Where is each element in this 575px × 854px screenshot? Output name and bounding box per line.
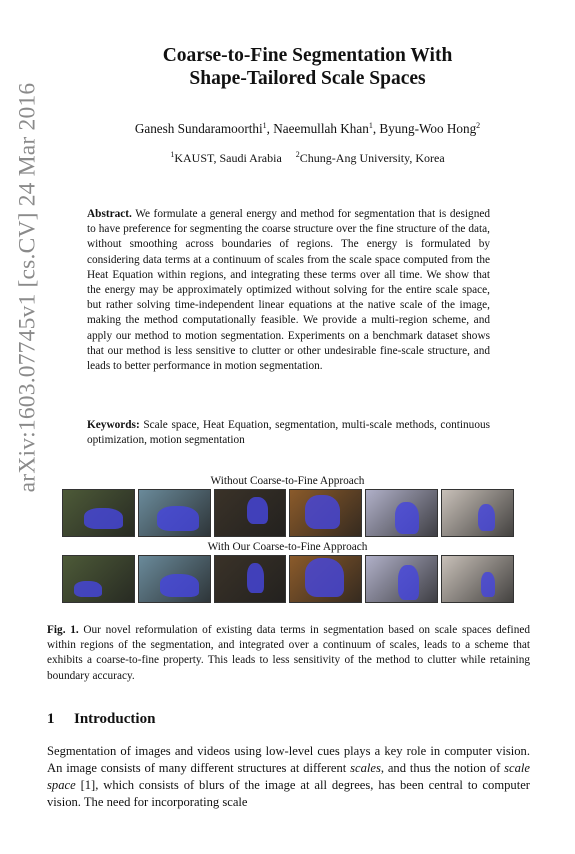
section-title: Introduction (74, 711, 156, 727)
figure-thumbnail-without-6 (441, 489, 514, 537)
figure-thumbnail-with-1 (62, 555, 135, 603)
figure-thumbnail-with-3 (214, 555, 287, 603)
keywords-heading: Keywords: (87, 419, 140, 431)
affiliation-name: Chung-Ang University, Korea (299, 151, 445, 165)
author-name: Ganesh Sundaramoorthi (134, 121, 263, 136)
intro-emphasis: scale space (47, 761, 530, 792)
section-number: 1 (47, 711, 55, 727)
figure-image-strip-with (62, 555, 514, 603)
segmentation-overlay (160, 574, 199, 597)
figure-thumbnail-without-3 (214, 489, 287, 537)
segmentation-overlay (395, 502, 420, 534)
affiliation-name: KAUST, Saudi Arabia (174, 151, 282, 165)
segmentation-overlay (478, 504, 496, 532)
segmentation-overlay (398, 565, 419, 600)
segmentation-overlay (305, 558, 344, 597)
segmentation-overlay (84, 508, 123, 529)
intro-text: Segmentation of images and videos using low-level cues plays a key role in computer vision. An image consists of many different structures at different (47, 744, 530, 775)
figure-thumbnail-without-2 (138, 489, 211, 537)
figure-thumbnail-with-6 (441, 555, 514, 603)
author-name: Naeemullah Khan (273, 121, 369, 136)
keywords-body: Scale space, Heat Equation, segmentation, multi-scale methods, continuous optimization, motion segmentation (87, 419, 491, 447)
figure-thumbnail-with-4 (289, 555, 362, 603)
segmentation-overlay (157, 506, 199, 531)
figure-row-label-with: With Our Coarse-to-Fine Approach (207, 541, 368, 553)
author-affiliation-mark: 1 (262, 121, 267, 130)
title-line-2: Shape-Tailored Scale Spaces (189, 68, 426, 89)
figure-thumbnail-with-2 (138, 555, 211, 603)
figure-caption-label: Fig. 1. (47, 624, 79, 636)
segmentation-overlay (247, 563, 265, 593)
affiliation-mark: 2 (295, 150, 300, 159)
segmentation-overlay (74, 581, 102, 597)
figure-caption (47, 623, 530, 684)
abstract-body: We formulate a general energy and method for segmentation that is designed to have preference for segmenting the coarse structure over the fine structure of the data, without smoothing across boundaries of regions. The energy is formulated by considering data terms at a continuum of scales from the scale space computed from the Heat Equation within regions, and integrating these terms over all time. We show that the energy may be approximately optimized without solving for the entire scale space, but rather solving time-independent linear equations at the native scale of the image, making the method computationally feasible. We provide a multi-region scheme, and apply our method to motion segmentation. Experiments on a benchmark dataset shows that our method is less sensitive to clutter or other undesirable fine-scale structure, and leads to better performance in motion segmentation. (87, 208, 490, 373)
intro-text: , and thus the notion of (380, 761, 505, 775)
segmentation-overlay (481, 572, 495, 597)
abstract (87, 207, 490, 374)
paper-title (60, 44, 555, 90)
arxiv-id: arXiv:1603.07745v1 [cs.CV] 24 Mar 2016 (14, 82, 41, 493)
figure-thumbnail-without-5 (365, 489, 438, 537)
title-line-1: Coarse-to-Fine Segmentation With (162, 45, 453, 66)
section-heading (47, 711, 155, 728)
author-name: Byung-Woo Hong (379, 121, 477, 136)
affiliation-list (60, 151, 555, 166)
affiliation-mark: 1 (170, 150, 175, 159)
figure-row-label-without: Without Coarse-to-Fine Approach (210, 475, 365, 487)
author-affiliation-mark: 2 (476, 121, 481, 130)
figure-thumbnail-without-1 (62, 489, 135, 537)
intro-text: [1], which consists of blurs of the image at all degrees, has been central to computer vision. The need for incorporating scale (47, 778, 530, 809)
figure-thumbnail-with-5 (365, 555, 438, 603)
intro-emphasis: scales (350, 761, 381, 775)
arxiv-sidebar-stamp (6, 35, 50, 540)
keywords (87, 418, 490, 448)
figure-thumbnail-without-4 (289, 489, 362, 537)
figure-image-strip-without (62, 489, 514, 537)
author-list: Ganesh Sundaramoorthi$^1$, Naeemullah Khan$^1$, Byung-Woo Hong$^2$ (134, 121, 481, 136)
author-affiliation-mark: 1 (368, 121, 373, 130)
abstract-heading: Abstract. (87, 208, 132, 220)
intro-paragraph (47, 743, 530, 811)
segmentation-overlay (247, 497, 268, 525)
figure-caption-text: Our novel reformulation of existing data terms in segmentation based on scale spaces defined within regions of the segmentation, and integrated over a continuum of scales, leads to a scheme that exhibits a coarse-to-fine property. This leads to less sensitivity of the method to clutter while retaining boundary accuracy. (47, 624, 530, 682)
thumbnail-background (442, 556, 513, 602)
segmentation-overlay (305, 495, 340, 530)
